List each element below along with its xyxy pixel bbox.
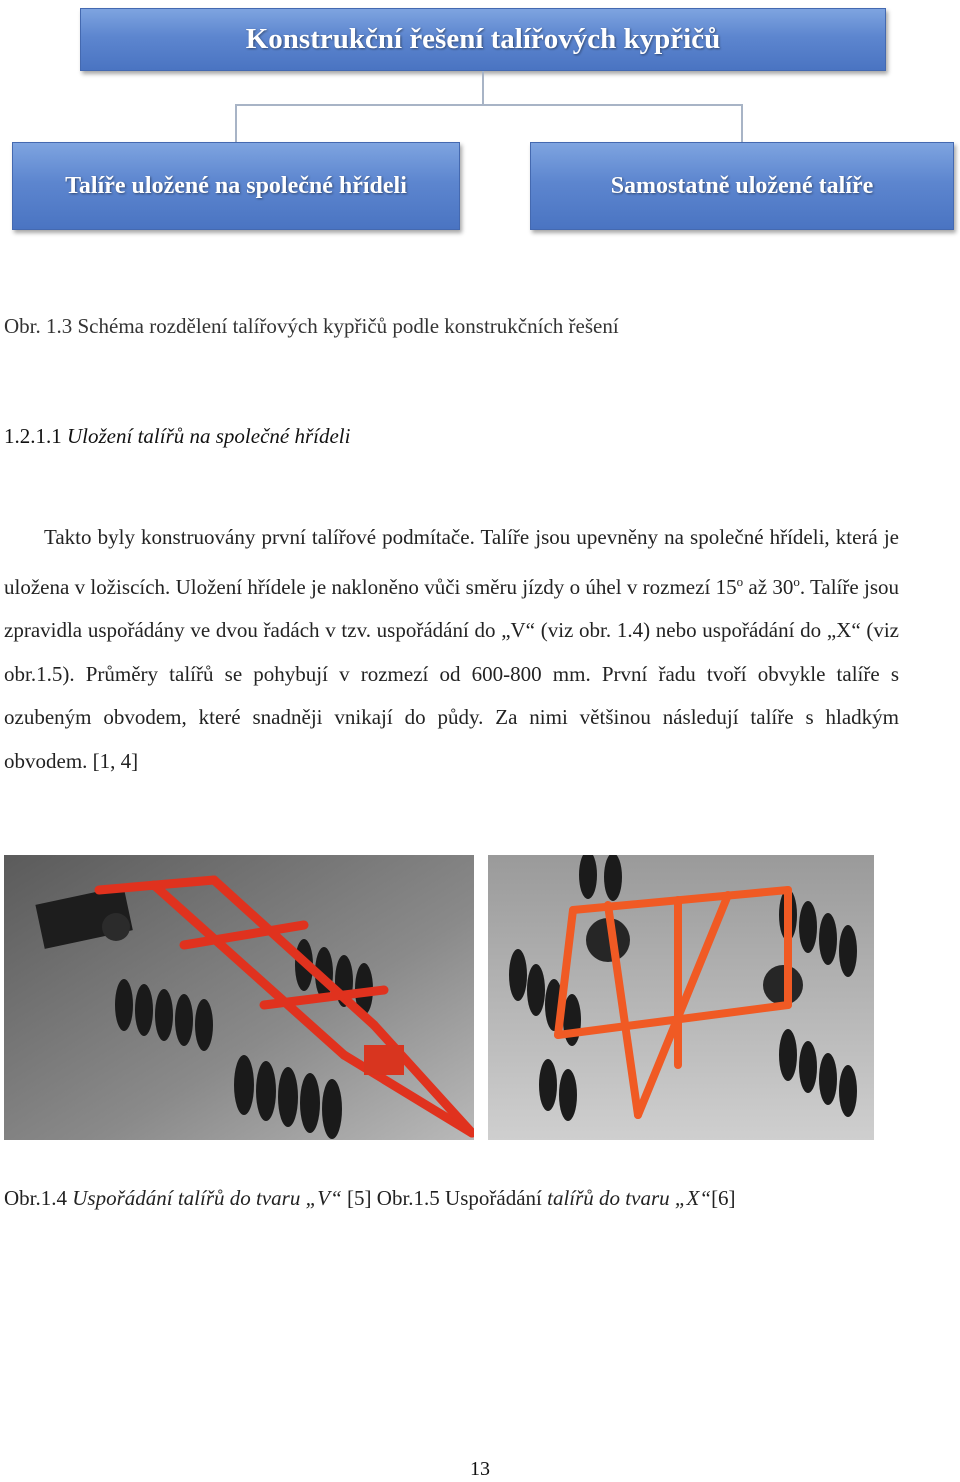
fig5-label: Obr.1.5 [376, 1186, 440, 1210]
connector-vertical-root [482, 71, 484, 105]
diagram-left-label: Talíře uložené na společné hřídeli [65, 172, 407, 199]
paragraph-part-3: . Talíře jsou zpravidla uspořádány ve dvou řadách v tzv. uspořádání do „V“ (viz obr. 1.4) nebo uspořádání do „X“ (viz obr.1.5). Průměry talířů se pohybují v rozmezí od 600-800 mm. První řadu tvoří obvykle talíře s ozubeným obvodem, které snadněji vnikají do půdy. Za nimi většinou následují talíře s hladkým obvodem. [1, 4] [4, 574, 899, 773]
connector-vertical-left [235, 104, 237, 142]
diagram-root-label: Konstrukční řešení talířových kypřičů [245, 23, 721, 55]
paragraph-part-1: Takto byly konstruovány první talířové podmítače. Talíře jsou upevněny na společné hřídeli, která je uložena v ložiscích. Uložení hřídele je nakloněno vůči směru jízdy o úhel v rozmezí 15 [4, 525, 899, 599]
connector-vertical-right [741, 104, 743, 142]
section-title: Uložení talířů na společné hřídeli [67, 424, 351, 448]
section-heading [4, 424, 350, 449]
photo-v-arrangement [4, 855, 474, 1140]
degree-sup-1: o [736, 573, 744, 589]
fig5-ref: [6] [711, 1186, 736, 1210]
page-number: 13 [470, 1458, 490, 1480]
diagram-right-label: Samostatně uložené talíře [610, 172, 874, 199]
fig5-title-plain: Uspořádání [445, 1186, 542, 1210]
paragraph-part-2: až 30 [743, 574, 794, 599]
photo-x-arrangement [488, 855, 874, 1140]
fig5-title: talířů do tvaru „X“ [547, 1186, 712, 1210]
figure-caption-1-3: Obr. 1.3 Schéma rozdělení talířových kypřičů podle konstrukčních řešení [4, 314, 619, 338]
fig4-ref: [5] [347, 1186, 372, 1210]
section-number: 1.2.1.1 [4, 424, 62, 448]
fig4-title: Uspořádání talířů do tvaru „V“ [72, 1186, 342, 1210]
figure-captions-1-4-1-5 [4, 1186, 736, 1211]
diagram-right-box [530, 142, 954, 230]
fig4-label: Obr.1.4 [4, 1186, 67, 1210]
body-paragraph [4, 516, 899, 784]
connector-horizontal [235, 104, 743, 106]
diagram-root-box [80, 8, 886, 71]
diagram-left-box [12, 142, 460, 230]
degree-sup-2: o [793, 573, 800, 589]
